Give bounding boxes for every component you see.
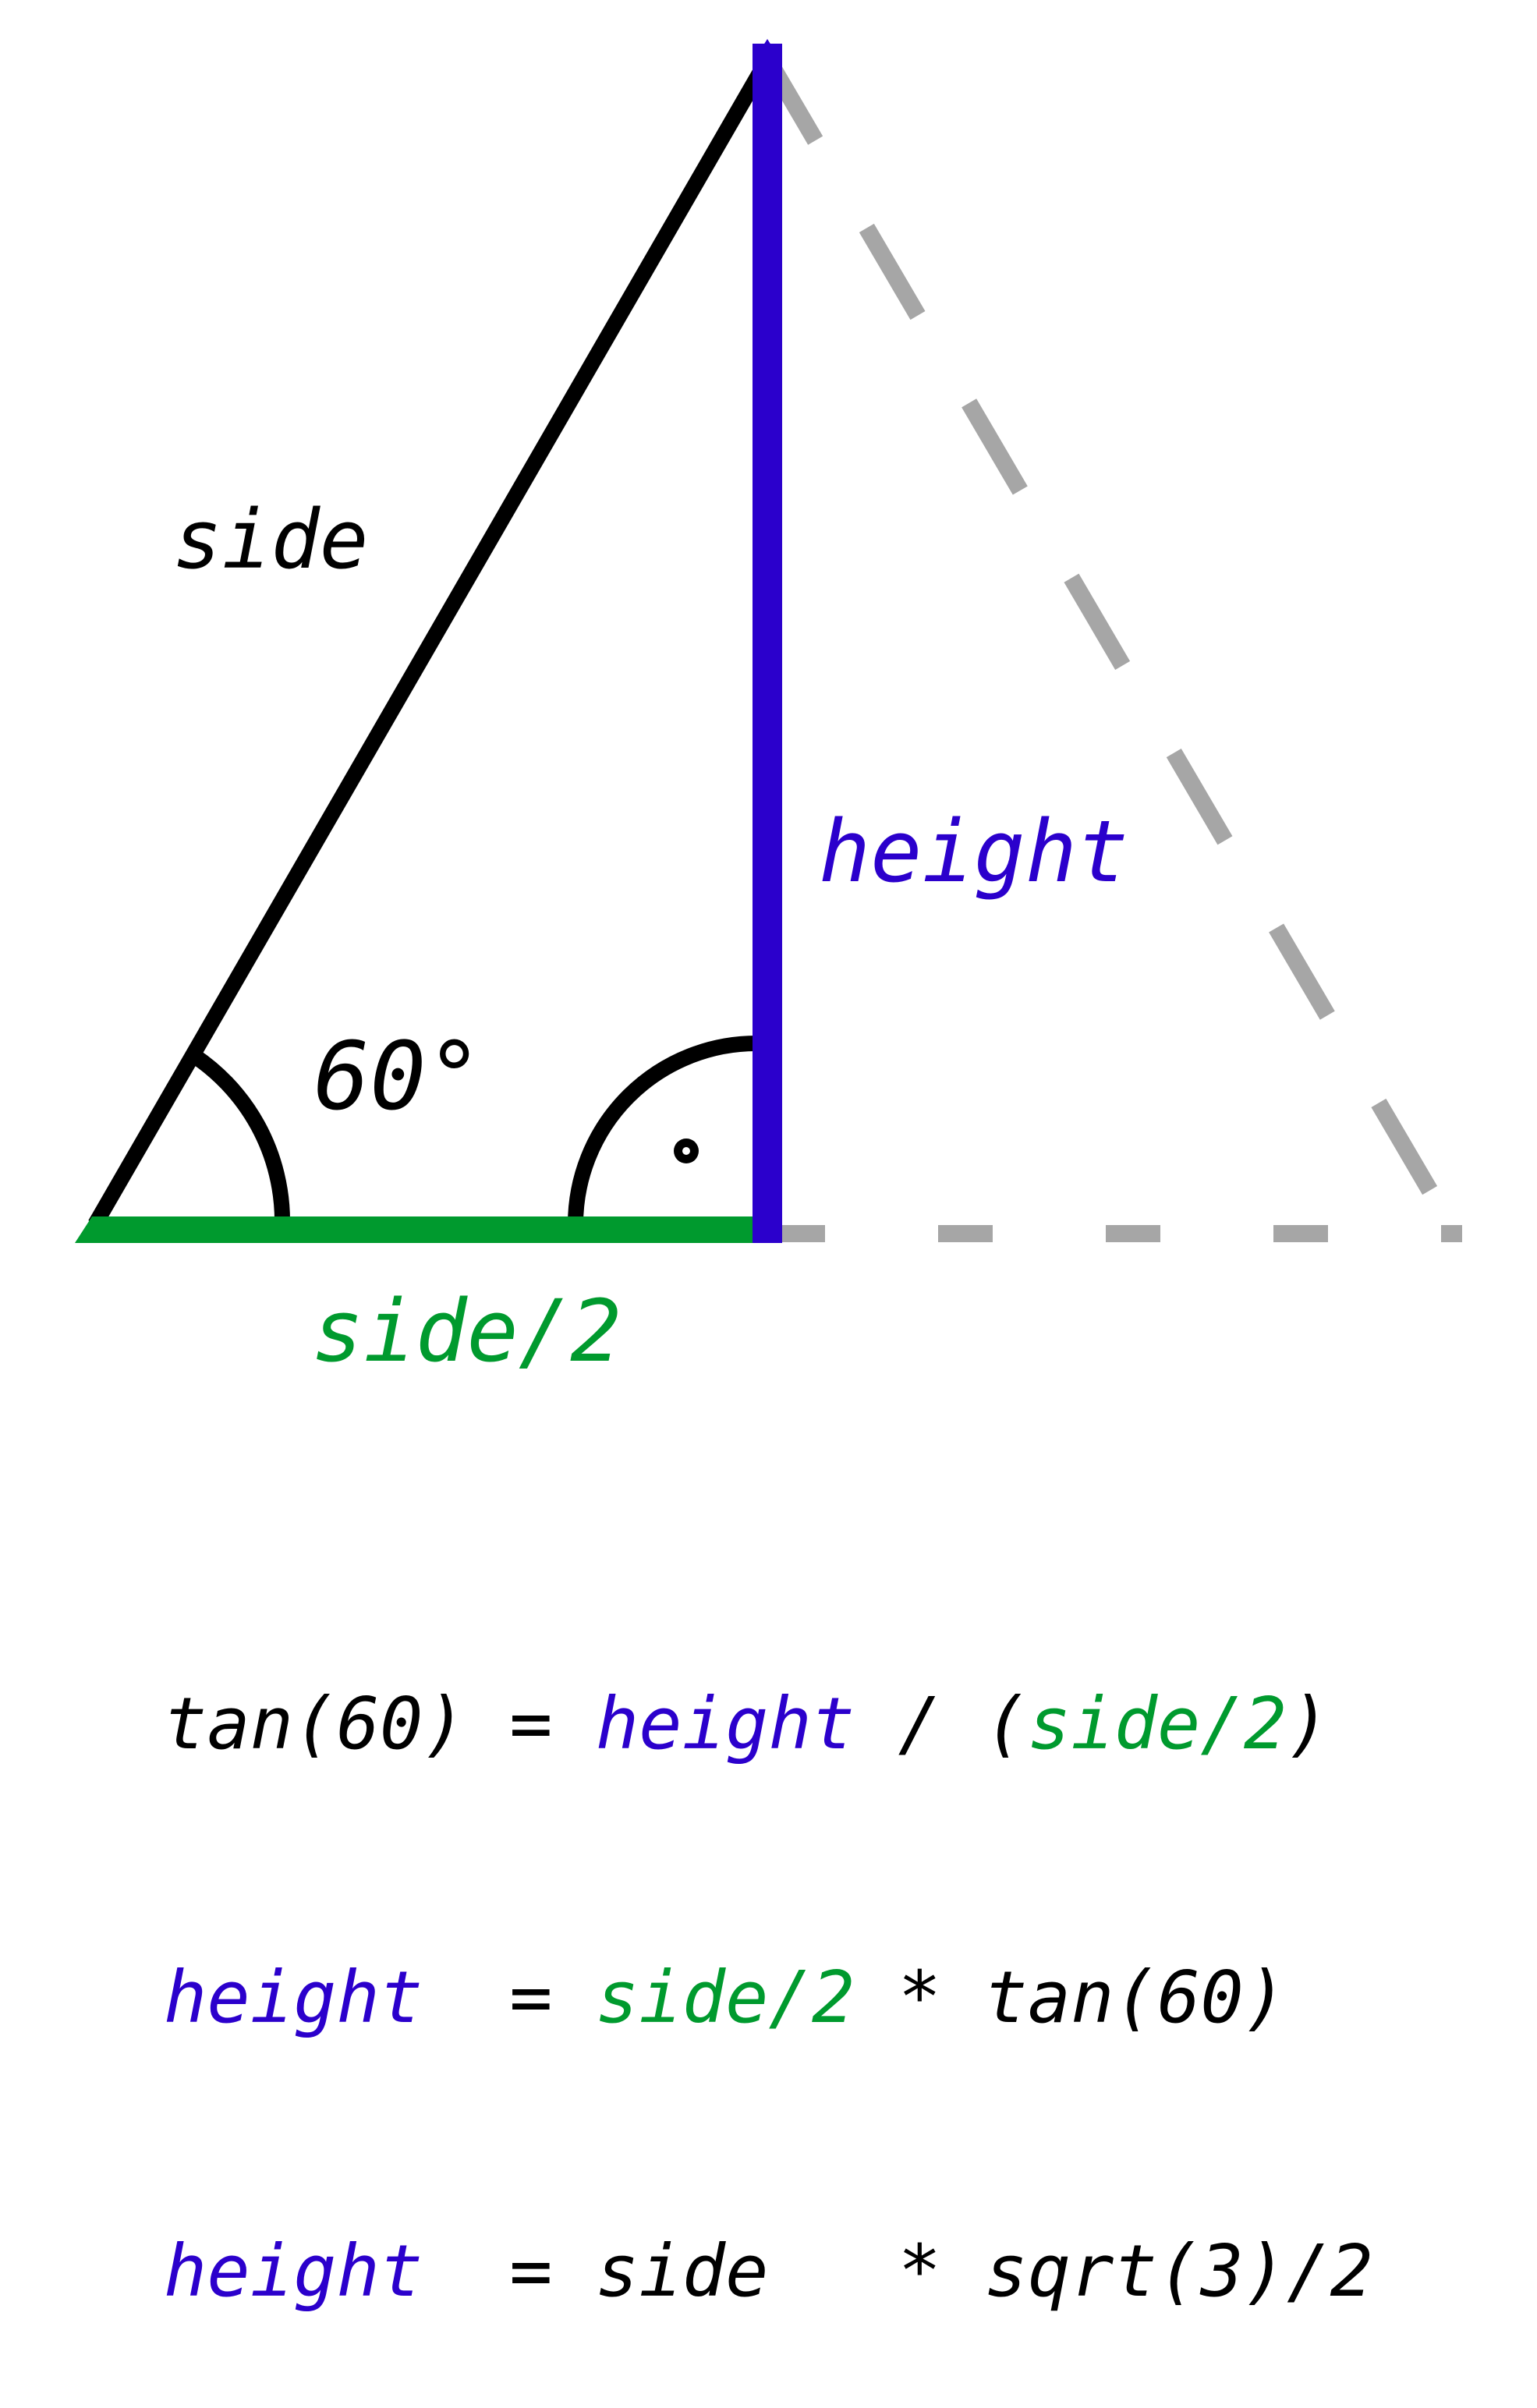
right-angle-dot-center <box>682 1147 690 1155</box>
formula-block <box>164 1496 1373 2408</box>
half-side-label: side/2 <box>312 1281 622 1381</box>
formula-line-1 <box>164 1678 1373 1769</box>
side-label: side <box>173 492 369 587</box>
dashed-slant-edge <box>764 53 1455 1234</box>
formula-half-side: side/2 <box>595 1956 855 2039</box>
angle-label: 60° <box>313 1023 483 1131</box>
formula-height: height <box>164 2229 423 2313</box>
formula-line-3 <box>164 2226 1373 2317</box>
formula-half-side: side/2 <box>1027 1682 1287 1765</box>
formula-equals: = <box>466 1682 596 1765</box>
formula-times-tan: * tan(60) <box>855 1956 1287 2039</box>
formula-line-2 <box>164 1952 1373 2043</box>
formula-close-paren: ) <box>1287 1682 1330 1765</box>
right-angle-arc <box>575 1043 756 1224</box>
height-label: height <box>819 802 1129 901</box>
formula-side-sqrt: = side * sqrt(3)/2 <box>423 2229 1373 2313</box>
formula-equals: = <box>423 1956 596 2039</box>
half-side-edge <box>75 1216 756 1243</box>
formula-divide: / ( <box>855 1682 1028 1765</box>
angle-arc-60 <box>187 1051 282 1224</box>
formula-tan: tan(60) <box>164 1682 466 1765</box>
formula-height: height <box>595 1682 855 1765</box>
height-edge <box>753 44 782 1243</box>
formula-height: height <box>164 1956 423 2039</box>
